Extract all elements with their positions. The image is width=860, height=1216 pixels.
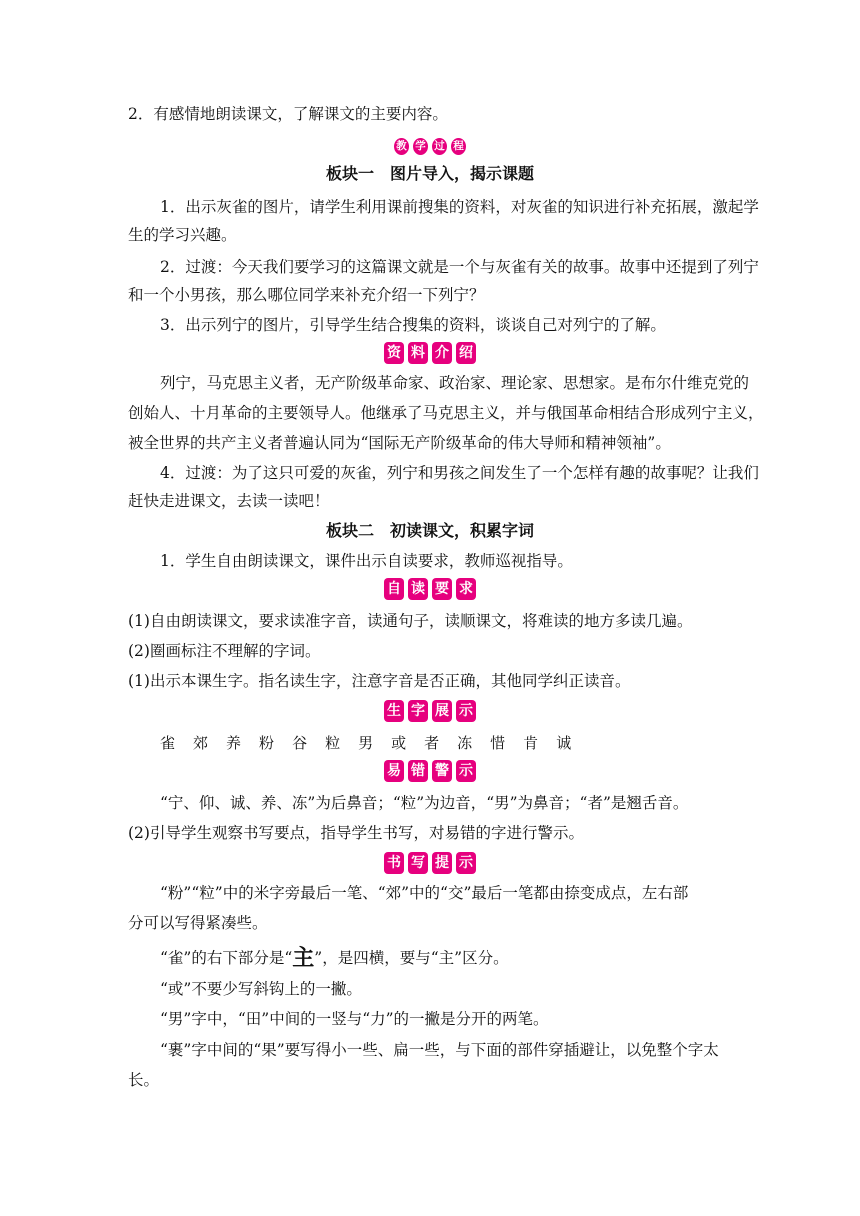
writing-tip: “男”字中，“田”中间的一竖与“力”的一撇是分开的两笔。	[160, 1010, 549, 1028]
badge-chars	[384, 342, 476, 364]
badge-char: 介	[432, 342, 452, 364]
writing-tip	[160, 947, 770, 969]
badge-char: 绍	[456, 342, 476, 364]
error-warning: “宁、仰、诚、养、冻”为后鼻音；“粒”为边音，“男”为鼻音；“者”是翘舌音。	[160, 794, 689, 812]
tip-text: ”，是四横，要与“主”区分。	[314, 949, 509, 967]
writing-tip: “或”不要少写斜钩上的一撇。	[160, 980, 362, 998]
badge-errors	[0, 760, 860, 786]
badge-teaching-process	[0, 134, 860, 160]
new-characters-row	[160, 732, 589, 754]
block2-heading: 板块二 初读课文，积累字词	[325, 521, 534, 540]
badge-char: 字	[408, 700, 428, 722]
paragraph: 赶快走进课文，去读一读吧！	[128, 492, 330, 510]
paragraph: 1．学生自由朗读课文，课件出示自读要求，教师巡视指导。	[160, 552, 573, 570]
badge-writing	[0, 852, 860, 878]
badge-char: 易	[384, 760, 404, 782]
new-character: 者	[424, 734, 441, 752]
paragraph: 生的学习兴趣。	[128, 226, 237, 244]
paragraph: 1．出示灰雀的图片，请学生利用课前搜集的资料，对灰雀的知识进行补充拓展，激起学	[160, 198, 759, 216]
info-text: 创始人、十月革命的主要领导人。他继承了马克思主义，并与俄国革命相结合形成列宁主义，	[128, 404, 764, 422]
badge-char: 过	[432, 138, 447, 155]
new-character: 粉	[259, 734, 276, 752]
badge-char: 求	[456, 578, 476, 600]
new-character: 养	[226, 734, 243, 752]
badge-chars	[394, 138, 466, 155]
writing-tip: 长。	[128, 1071, 160, 1089]
requirement: (1)自由朗读课文，要求读准字音，读通句子，读顺课文，将难读的地方多读几遍。	[128, 612, 693, 630]
badge-char: 示	[456, 700, 476, 722]
badge-char: 程	[451, 138, 466, 155]
step: (1)出示本课生字。指名读生字，注意字音是否正确，其他同学纠正读音。	[128, 672, 631, 690]
badge-char: 自	[384, 578, 404, 600]
badge-char: 示	[456, 760, 476, 782]
writing-tip: 分可以写得紧凑些。	[128, 914, 268, 932]
writing-tip: “粉”“粒”中的米字旁最后一笔、“郊”中的“交”最后一笔都由捺变成点，左右部	[160, 884, 689, 902]
badge-char: 展	[432, 700, 452, 722]
badge-char: 生	[384, 700, 404, 722]
badge-info	[0, 342, 860, 368]
badge-self-read	[0, 578, 860, 604]
paragraph: 2．过渡：今天我们要学习的这篇课文就是一个与灰雀有关的故事。故事中还提到了列宁	[160, 258, 759, 276]
badge-new-chars	[0, 700, 860, 726]
new-character: 或	[391, 734, 408, 752]
paragraph: 4．过渡：为了这只可爱的灰雀，列宁和男孩之间发生了一个怎样有趣的故事呢？让我们	[160, 464, 759, 482]
badge-char: 料	[408, 342, 428, 364]
badge-char: 错	[408, 760, 428, 782]
new-character: 冻	[457, 734, 474, 752]
new-character: 粒	[325, 734, 342, 752]
badge-char: 读	[408, 578, 428, 600]
badge-char: 示	[456, 852, 476, 874]
badge-char: 写	[408, 852, 428, 874]
requirement: (2)圈画标注不理解的字词。	[128, 642, 321, 660]
badge-chars	[384, 852, 476, 874]
goal-2: 2．有感情地朗读课文，了解课文的主要内容。	[128, 105, 448, 123]
badge-char: 提	[432, 852, 452, 874]
badge-chars	[384, 578, 476, 600]
new-character: 诚	[556, 734, 573, 752]
badge-char: 书	[384, 852, 404, 874]
new-character: 雀	[160, 734, 177, 752]
badge-char: 学	[413, 138, 428, 155]
badge-char: 警	[432, 760, 452, 782]
paragraph: 3．出示列宁的图片，引导学生结合搜集的资料，谈谈自己对列宁的了解。	[160, 316, 666, 334]
new-character: 男	[358, 734, 375, 752]
badge-chars	[384, 700, 476, 722]
tip-text: “雀”的右下部分是“	[160, 949, 293, 967]
step: (2)引导学生观察书写要点，指导学生书写，对易错的字进行警示。	[128, 824, 584, 842]
block1-heading: 板块一 图片导入，揭示课题	[325, 164, 534, 183]
badge-char: 资	[384, 342, 404, 364]
emphasized-character: 主	[292, 945, 315, 971]
badge-char: 要	[432, 578, 452, 600]
writing-tip: “裹”字中间的“果”要写得小一些、扁一些，与下面的部件穿插避让，以免整个字太	[160, 1041, 719, 1059]
new-character: 惜	[490, 734, 507, 752]
new-character: 谷	[292, 734, 309, 752]
info-text: 列宁，马克思主义者，无产阶级革命家、政治家、理论家、思想家。是布尔什维克党的	[160, 374, 750, 392]
new-character: 郊	[193, 734, 210, 752]
new-character: 肯	[523, 734, 540, 752]
info-text: 被全世界的共产主义者普遍认同为“国际无产阶级革命的伟大导师和精神领袖”。	[128, 434, 671, 452]
badge-char: 教	[394, 138, 409, 155]
badge-chars	[384, 760, 476, 782]
paragraph: 和一个小男孩，那么哪位同学来补充介绍一下列宁？	[128, 286, 485, 304]
